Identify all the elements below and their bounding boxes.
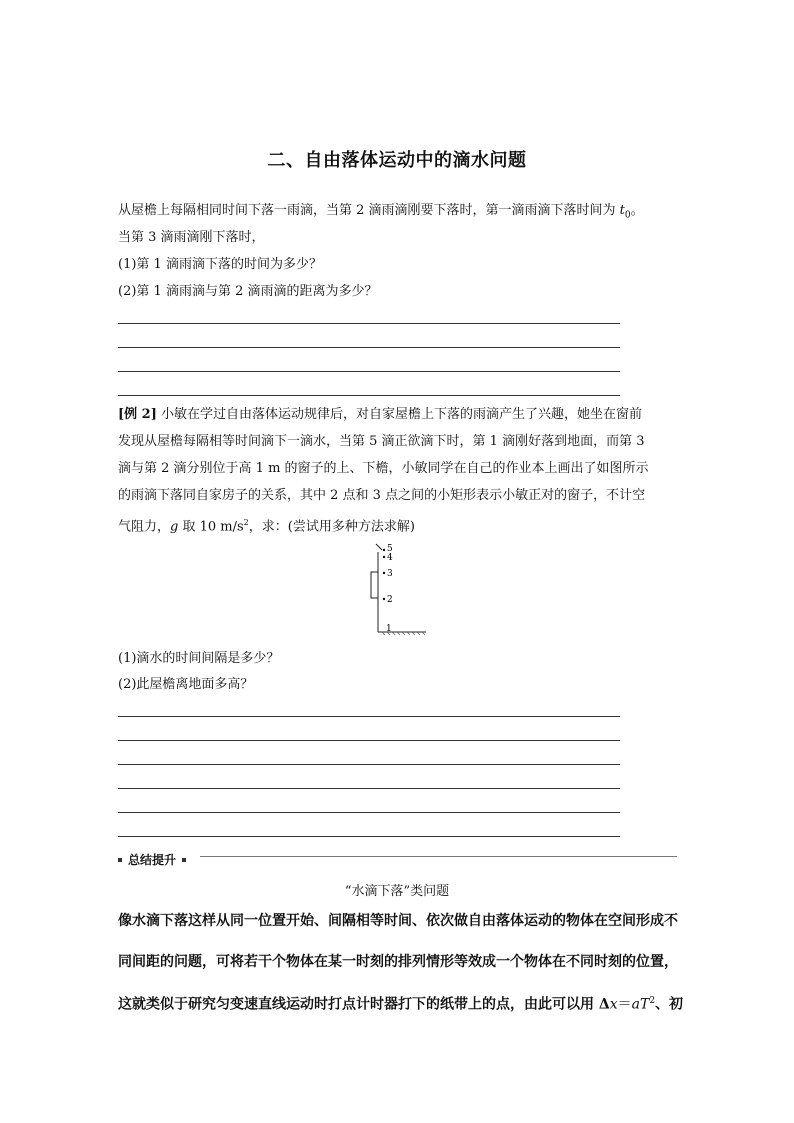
answer-line[interactable] xyxy=(118,395,620,396)
summary-marker xyxy=(118,851,186,868)
problem1-line2: 当第 3 滴雨滴刚下落时， xyxy=(118,230,265,245)
example2-line4: 的雨滴下落同自家房子的关系，其中 2 点和 3 点之间的小矩形表示小敏正对的窗子，不计空 xyxy=(118,488,646,503)
drop-3 xyxy=(383,572,385,574)
drop-2 xyxy=(383,598,385,600)
raindrop-diagram xyxy=(362,540,432,640)
square-bullet-icon xyxy=(118,858,122,862)
example2-line5: 气阻力，g 取 10 $m/s^2$，求：(尝试用多种方法求解) xyxy=(118,518,415,535)
answer-line[interactable] xyxy=(118,764,620,765)
answer-line[interactable] xyxy=(118,788,620,789)
drop-label-4: 4 xyxy=(387,553,393,563)
section-title: 二、自由落体运动中的滴水问题 xyxy=(267,150,527,171)
example2-line3: 滴与第 2 滴分别位于高 1 m 的窗子的上、下檐，小敏同学在自己的作业本上画出了如图所示 xyxy=(118,461,649,476)
problem1-question-2: (2)第 1 滴雨滴与第 2 滴雨滴的距离为多少？ xyxy=(118,284,378,299)
problem1-line1: 从屋檐上每隔相同时间下落一雨滴，当第 2 滴雨滴刚要下落时，第一滴雨滴下落时间为 $t_0$。 xyxy=(118,203,644,221)
answer-line[interactable] xyxy=(118,371,620,372)
summary-divider xyxy=(200,856,677,857)
summary-line3: 这就类似于研究匀变速直线运动时打点计时器打下的纸带上的点，由此可以用 $\Delta x=aT^2$、初 xyxy=(118,996,684,1013)
example2-question-1: (1)滴水的时间间隔是多少？ xyxy=(118,651,280,666)
example2-line1: [例 2] 小敏在学过自由落体运动规律后，对自家屋檐上下落的雨滴产生了兴趣，她坐在窗前 xyxy=(118,407,643,422)
summary-subtitle: “水滴下落”类问题 xyxy=(344,884,450,899)
drop-4 xyxy=(383,556,385,558)
example2-question-2: (2)此屋檐离地面多高？ xyxy=(118,677,254,692)
drop-label-2: 2 xyxy=(387,595,393,605)
square-bullet-icon xyxy=(182,858,186,862)
answer-line[interactable] xyxy=(118,323,620,324)
eave-line xyxy=(376,544,382,550)
drop-5 xyxy=(383,549,385,551)
answer-line[interactable] xyxy=(118,812,620,813)
answer-line[interactable] xyxy=(118,740,620,741)
answer-line[interactable] xyxy=(118,347,620,348)
drop-label-3: 3 xyxy=(387,569,393,579)
answer-line[interactable] xyxy=(118,716,620,717)
problem1-question-1: (1)第 1 滴雨滴下落的时间为多少？ xyxy=(118,257,322,272)
summary-line1: 像水滴下落这样从同一位置开始、间隔相等时间、依次做自由落体运动的物体在空间形成不 xyxy=(118,913,678,929)
summary-line2: 同间距的问题，可将若干个物体在某一时刻的排列情形等效成一个物体在不同时刻的位置， xyxy=(118,954,678,970)
drop-label-1: 1 xyxy=(386,624,392,634)
window-rect xyxy=(371,572,378,598)
answer-line[interactable] xyxy=(118,836,620,837)
example-tag: [例 2] xyxy=(118,407,157,422)
example2-line2: 发现从屋檐每隔相等时间滴下一滴水，当第 5 滴正欲滴下时，第 1 滴刚好落到地面，而第 3 xyxy=(118,434,645,449)
summary-heading: 总结提升 xyxy=(128,853,177,867)
drop-label-5: 5 xyxy=(387,544,393,554)
